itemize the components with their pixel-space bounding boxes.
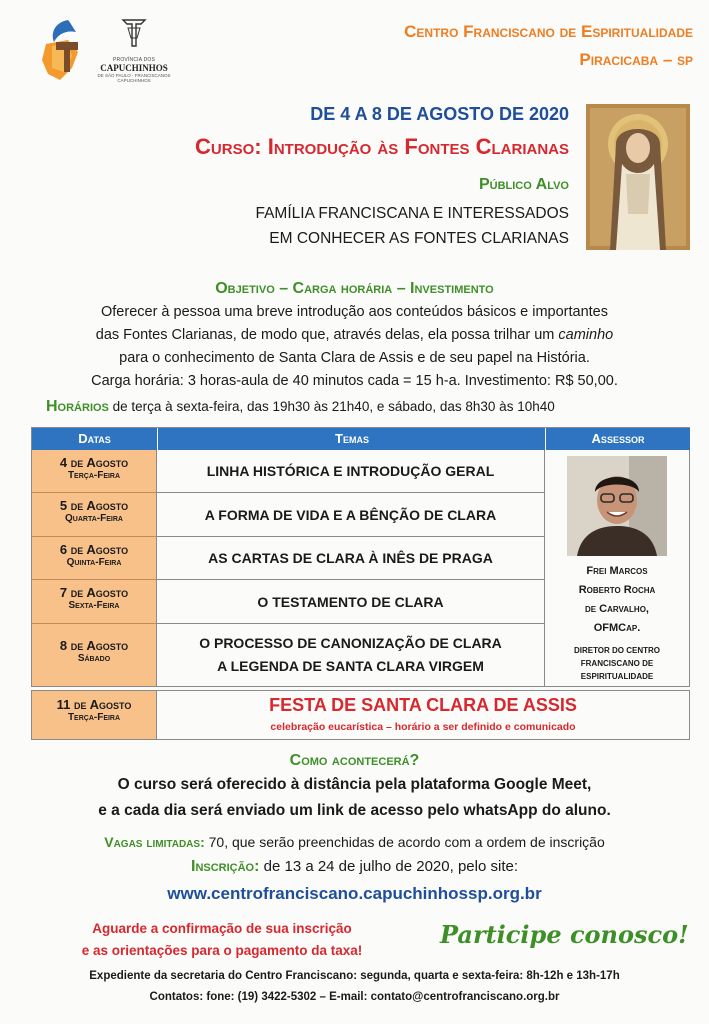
festa-subtitle: celebração eucarística – horário a ser definido e comunicado bbox=[270, 721, 576, 733]
audience-line-1: FAMÍLIA FRANCISCANA E INTERESSADOS bbox=[255, 205, 569, 222]
santa-clara-image bbox=[586, 104, 690, 250]
tau-cross-icon bbox=[119, 16, 149, 50]
objective-line-1: Oferecer à pessoa uma breve introdução aos conteúdos básicos e importantes bbox=[101, 304, 608, 320]
advisor-name bbox=[545, 562, 689, 638]
advisor-cell bbox=[545, 450, 689, 686]
festa-weekday: Terça-Feira bbox=[67, 712, 121, 723]
date-cell-1 bbox=[32, 450, 157, 493]
objective-line-2-italic: caminho bbox=[558, 327, 614, 343]
site-link[interactable]: www.centrofranciscano.capuchinhossp.org.br bbox=[167, 884, 542, 903]
topic-cell-2 bbox=[157, 493, 545, 537]
topic-cell-4 bbox=[157, 580, 545, 624]
objective-line-2-text: das Fontes Clarianas, de modo que, através delas, ela possa trilhar um bbox=[95, 327, 559, 343]
org-city: Piracicaba – sp bbox=[579, 50, 693, 69]
inscricao-label: Inscrição: bbox=[191, 858, 260, 875]
festa-title: FESTA DE SANTA CLARA DE ASSIS bbox=[269, 695, 577, 715]
date-4: 7 de Agosto bbox=[59, 585, 129, 600]
topic-cell-3 bbox=[157, 537, 545, 580]
topic-1: LINHA HISTÓRICA E INTRODUÇÃO GERAL bbox=[206, 463, 495, 479]
logo-name-text: CAPUCHINHOS bbox=[100, 63, 168, 73]
vagas-text: 70, que serão preenchidas de acordo com a ordem de inscrição bbox=[204, 834, 605, 850]
weekday-4: Sexta-Feira bbox=[68, 600, 120, 611]
festa-date-cell bbox=[32, 691, 157, 739]
festa-row bbox=[31, 690, 690, 740]
participe-text: Participe conosco! bbox=[440, 920, 689, 949]
topic-5b: A LEGENDA DE SANTA CLARA VIRGEM bbox=[217, 658, 484, 674]
topic-3: AS CARTAS DE CLARA À INÊS DE PRAGA bbox=[208, 550, 493, 566]
header-datas: Datas bbox=[32, 428, 157, 450]
schedule-label: Horários bbox=[46, 398, 109, 415]
date-cell-2 bbox=[32, 493, 157, 537]
how-line-1: O curso será oferecido à distância pela plataforma Google Meet, bbox=[117, 776, 592, 793]
weekday-3: Quinta-Feira bbox=[66, 557, 122, 568]
date-3: 6 de Agosto bbox=[59, 542, 129, 557]
objective-line-3: para o conhecimento de Santa Clara de Assis e de seu papel na História. bbox=[119, 350, 590, 366]
course-title: Curso: Introdução às Fontes Clarianas bbox=[195, 134, 569, 159]
vagas-label: Vagas limitadas: bbox=[104, 834, 205, 850]
advisor-role bbox=[545, 644, 689, 683]
advisor-name-1: Frei Marcos bbox=[586, 565, 648, 577]
logo-province-text: PROVÍNCIA DOS bbox=[112, 57, 156, 63]
schedule-line bbox=[46, 398, 555, 416]
topic-4: O TESTAMENTO DE CLARA bbox=[257, 593, 444, 610]
cfe-logo bbox=[38, 16, 88, 84]
advisor-role-2: FRANCISCANO DE bbox=[580, 659, 654, 668]
logo-sub-text: DE SÃO PAULO · FRANCISCANOS CAPUCHINHOS bbox=[97, 73, 171, 83]
topic-cell-1 bbox=[157, 450, 545, 493]
footer-contacts: Contatos: fone: (19) 3422-5302 – E-mail: contato@centrofranciscano.org.br bbox=[149, 991, 560, 1003]
objective-title: Objetivo – Carga horária – Investimento bbox=[215, 280, 494, 297]
inscricao-line bbox=[0, 858, 709, 876]
date-5: 8 de Agosto bbox=[59, 638, 129, 653]
schedule-table bbox=[31, 427, 690, 687]
header-temas: Temas bbox=[157, 428, 546, 450]
audience-line-2: EM CONHECER AS FONTES CLARIANAS bbox=[269, 230, 569, 247]
advisor-name-4: OFMCap. bbox=[593, 622, 641, 634]
vagas-line bbox=[0, 834, 709, 850]
audience-label: Público Alvo bbox=[478, 176, 569, 193]
date-cell-3 bbox=[32, 537, 157, 580]
topic-cell-5 bbox=[157, 624, 545, 686]
advisor-role-1: DIRETOR DO CENTRO bbox=[573, 646, 661, 655]
objective-line-4: Carga horária: 3 horas-aula de 40 minutos cada = 15 h-a. Investimento: R$ 50,00. bbox=[91, 373, 618, 389]
footer-hours: Expediente da secretaria do Centro Franciscano: segunda, quarta e sexta-feira: 8h-12h e 13h-17h bbox=[89, 970, 620, 982]
advisor-photo bbox=[567, 456, 667, 556]
weekday-5: Sábado bbox=[77, 653, 111, 664]
date-cell-5 bbox=[32, 624, 157, 686]
schedule-text: de terça à sexta-feira, das 19h30 às 21h40, e sábado, das 8h30 às 10h40 bbox=[108, 399, 555, 414]
date-2: 5 de Agosto bbox=[59, 498, 129, 513]
how-line-2: e a cada dia será enviado um link de acesso pelo whatsApp do aluno. bbox=[98, 802, 611, 819]
how-title: Como acontecerá? bbox=[289, 752, 420, 769]
weekday-2: Quarta-Feira bbox=[65, 513, 123, 524]
date-cell-4 bbox=[32, 580, 157, 624]
await-line-1: Aguarde a confirmação de sua inscrição bbox=[92, 921, 352, 936]
capuchinhos-logo bbox=[94, 16, 174, 86]
course-dates: DE 4 A 8 DE AGOSTO DE 2020 bbox=[310, 104, 569, 124]
advisor-name-3: de Carvalho, bbox=[585, 603, 649, 615]
advisor-name-2: Roberto Rocha bbox=[578, 584, 656, 596]
topic-2: A FORMA DE VIDA E A BÊNÇÃO DE CLARA bbox=[204, 506, 497, 523]
festa-date: 11 de Agosto bbox=[56, 697, 132, 712]
header-assessor: Assessor bbox=[545, 428, 690, 450]
await-line-2: e as orientações para o pagamento da taxa! bbox=[81, 943, 363, 958]
inscricao-text: de 13 a 24 de julho de 2020, pelo site: bbox=[259, 858, 518, 875]
date-1: 4 de Agosto bbox=[59, 455, 129, 470]
org-name: Centro Franciscano de Espiritualidade bbox=[404, 22, 693, 41]
objective-line-2 bbox=[0, 327, 709, 343]
advisor-role-3: ESPIRITUALIDADE bbox=[580, 672, 654, 681]
weekday-1: Terça-Feira bbox=[67, 470, 121, 481]
topic-5a: O PROCESSO DE CANONIZAÇÃO DE CLARA bbox=[199, 635, 502, 651]
